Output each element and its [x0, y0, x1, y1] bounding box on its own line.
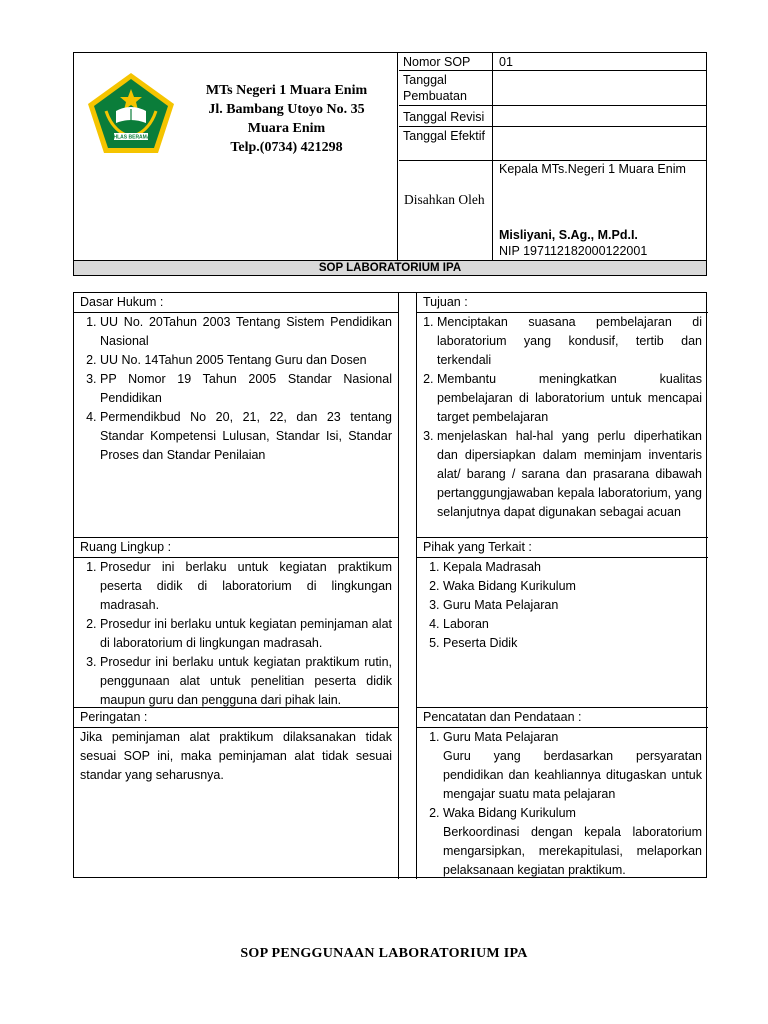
tanggal-revisi-value: [493, 106, 707, 127]
list-item: 1. Menciptakan suasana pembelajaran di laboratorium yang kondusif, tertib dan terkendali: [437, 313, 702, 370]
disahkan-nip: NIP 197112182000122001: [499, 244, 648, 258]
nomor-sop-label: Nomor SOP: [399, 53, 493, 71]
tanggal-pembuatan-label: Tanggal Pembuatan: [399, 71, 493, 106]
sop-header-table: [73, 52, 707, 276]
institution-block: [194, 81, 379, 157]
peringatan-title: Peringatan :: [74, 708, 398, 728]
list-item: 3. PP Nomor 19 Tahun 2005 Standar Nasional Pendidikan: [100, 370, 392, 408]
sop-title-bar: SOP LABORATORIUM IPA: [74, 260, 706, 275]
institution-address: Jl. Bambang Utoyo No. 35: [208, 102, 365, 117]
nomor-sop-value: 01: [493, 53, 707, 71]
ruang-lingkup-list: [74, 558, 398, 710]
list-item: 2. Membantu meningkatkan kualitas pembelajaran di laboratorium untuk mencapai target pembelajaran: [437, 370, 702, 427]
tujuan-list: [417, 313, 708, 522]
list-item: 3. Prosedur ini berlaku untuk kegiatan praktikum rutin, penggunaan alat untuk penelitian peserta didik maupun guru dan pengguna dari pihak lain.: [100, 653, 392, 710]
pencatatan-item-title: 2. Waka Bidang Kurikulum: [443, 806, 576, 820]
tujuan-title: Tujuan :: [417, 293, 708, 313]
list-item: 3. menjelaskan hal-hal yang perlu diperhatikan dan dipersiapkan dalam meminjam inventaris alat/ barang / sarana dan prasarana dibawah pertanggungjawaban kepala laboratorium, yang selanjutnya dapat digunakan sebagai acuan: [437, 427, 702, 522]
pencatatan-list: [417, 728, 708, 880]
list-item: 1. Prosedur ini berlaku untuk kegiatan praktikum peserta didik di laboratorium di lingkungan madrasah.: [100, 558, 392, 615]
peringatan-text: Jika peminjaman alat praktikum dilaksanakan tidak sesuai SOP ini, maka peminjaman alat tidak sesuai standar yang seharusnya.: [80, 730, 392, 782]
sop-content-grid: [73, 292, 707, 878]
tanggal-efektif-label: Tanggal Efektif: [399, 127, 493, 161]
list-item: 1. Kepala Madrasah: [443, 558, 702, 577]
pencatatan-item-text: Berkoordinasi dengan kepala laboratorium mengarsipkan, merekapitulasi, melaporkan pelaksanaan kegiatan praktikum.: [443, 825, 702, 877]
tujuan-section: [417, 293, 708, 537]
institution-cell: [74, 53, 398, 260]
dasar-hukum-list: [74, 313, 398, 465]
pencatatan-item-text: Guru yang berdasarkan persyaratan pendidikan dan keahliannya ditugaskan untuk mengajar suatu mata pelajaran: [443, 749, 702, 801]
dasar-hukum-title: Dasar Hukum :: [74, 293, 398, 313]
disahkan-value: [493, 161, 707, 260]
pencatatan-title: Pencatatan dan Pendataan :: [417, 708, 708, 728]
pihak-terkait-section: [417, 538, 708, 707]
list-item: 3. Guru Mata Pelajaran: [443, 596, 702, 615]
pencatatan-section: [417, 708, 708, 879]
institution-name: MTs Negeri 1 Muara Enim: [205, 83, 368, 98]
disahkan-position: Kepala MTs.Negeri 1 Muara Enim: [499, 162, 686, 176]
list-item: [443, 804, 702, 880]
tanggal-efektif-value: [493, 127, 707, 161]
list-item: 2. Waka Bidang Kurikulum: [443, 577, 702, 596]
list-item: [443, 728, 702, 804]
pencatatan-item-title: 1. Guru Mata Pelajaran: [443, 730, 559, 744]
institution-city: Muara Enim: [247, 121, 326, 136]
tanggal-pembuatan-value: [493, 71, 707, 106]
peringatan-section: [74, 708, 398, 879]
pihak-terkait-list: [417, 558, 708, 653]
disahkan-name: Misliyani, S.Ag., M.Pd.I.: [499, 228, 638, 242]
pihak-terkait-title: Pihak yang Terkait :: [417, 538, 708, 558]
tanggal-revisi-label: Tanggal Revisi: [399, 106, 493, 127]
kemenag-logo-icon: [86, 71, 176, 155]
ruang-lingkup-title: Ruang Lingkup :: [74, 538, 398, 558]
list-item: 2. UU No. 14Tahun 2005 Tentang Guru dan Dosen: [100, 351, 392, 370]
list-item: 1. UU No. 20Tahun 2003 Tentang Sistem Pendidikan Nasional: [100, 313, 392, 351]
list-item: 5. Peserta Didik: [443, 634, 702, 653]
list-item: 4. Laboran: [443, 615, 702, 634]
footer-title: SOP PENGGUNAAN LABORATORIUM IPA: [240, 946, 528, 961]
institution-phone: Telp.(0734) 421298: [230, 140, 343, 155]
list-item: 2. Prosedur ini berlaku untuk kegiatan peminjaman alat di laboratorium di lingkungan madrasah.: [100, 615, 392, 653]
dasar-hukum-section: [74, 293, 398, 537]
ruang-lingkup-section: [74, 538, 398, 707]
logo-motto: IKHLAS BERAMAL: [108, 134, 154, 141]
list-item: 4. Permendikbud No 20, 21, 22, dan 23 tentang Standar Kompetensi Lulusan, Standar Isi, Standar Proses dan Standar Penilaian: [100, 408, 392, 465]
disahkan-label: Disahkan Oleh: [399, 161, 493, 260]
